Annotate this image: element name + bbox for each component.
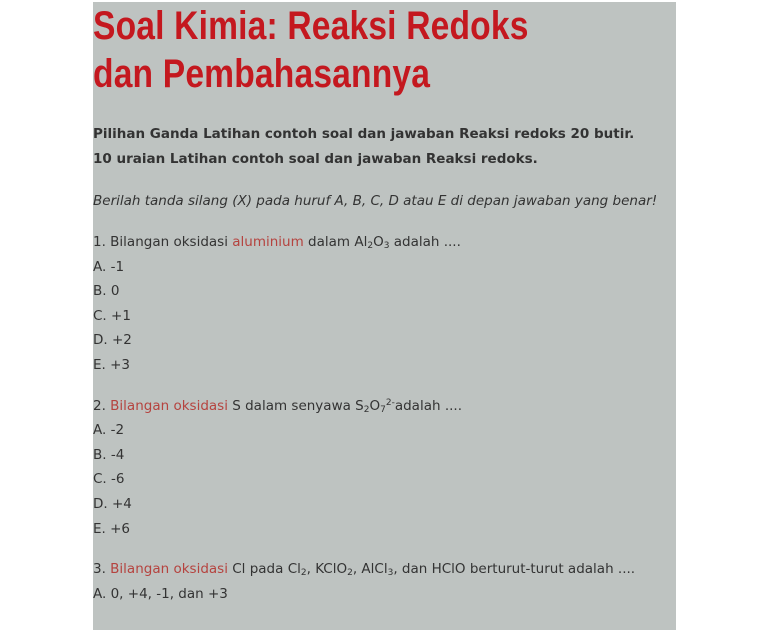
- question-2-text: O: [369, 397, 381, 414]
- question-2-superscript: 2-: [385, 397, 395, 408]
- question-1-option: E. +3: [93, 356, 131, 373]
- article-title: [93, 2, 583, 98]
- question-1-number: 1. Bilangan oksidasi: [93, 234, 233, 250]
- question-2-text: S dalam senyawa S: [227, 397, 364, 414]
- article-intro-line-1: Pilihan Ganda Latihan contoh soal dan jawaban Reaksi redoks 20 butir.: [93, 126, 635, 142]
- instruction-text: Berilah tanda silang (X) pada huruf A, B, C, D atau E di depan jawaban yang benar!: [93, 193, 658, 209]
- question-1-option: B. 0: [93, 283, 120, 300]
- question-1: [93, 230, 676, 378]
- question-3-text: Cl pada Cl: [227, 561, 301, 578]
- question-2-option: B. -4: [93, 446, 125, 463]
- question-3-subscript: 2: [300, 568, 307, 579]
- question-1-subscript: 2: [367, 241, 374, 251]
- question-3-text: , KClO: [306, 561, 348, 578]
- question-3: [93, 557, 676, 606]
- question-2-option: D. +4: [93, 495, 132, 512]
- question-3-option: A. 0, +4, -1, dan +3: [93, 585, 228, 602]
- question-1-text: adalah ....: [389, 234, 461, 250]
- question-2-option: E. +6: [93, 520, 131, 537]
- question-1-option: C. +1: [93, 307, 131, 324]
- question-2-subscript: 2: [363, 404, 370, 415]
- question-1-text: O: [373, 234, 384, 250]
- question-2-link[interactable]: Bilangan oksidasi: [110, 397, 228, 414]
- question-1-option: D. +2: [93, 332, 132, 349]
- question-2-number: 2.: [93, 397, 111, 414]
- question-3-link[interactable]: Bilangan oksidasi: [110, 561, 228, 578]
- question-3-subscript: 3: [387, 568, 394, 579]
- question-3-text: , AlCl: [352, 561, 388, 578]
- question-2-option: C. -6: [93, 471, 125, 488]
- question-2-stem: [93, 394, 676, 419]
- question-1-option: A. -1: [93, 258, 125, 275]
- article-content: [93, 2, 676, 630]
- question-2: [93, 394, 676, 542]
- article-intro: [93, 122, 676, 172]
- question-2-text: adalah ....: [394, 397, 462, 414]
- question-3-text: , dan HClO berturut-turut adalah ....: [393, 561, 636, 578]
- article-intro-line-2: 10 uraian Latihan contoh soal dan jawaban Reaksi redoks.: [93, 151, 538, 167]
- question-1-stem: [93, 230, 676, 255]
- article-title-line-2: dan Pembahasannya: [93, 52, 431, 96]
- question-3-subscript: 2: [347, 568, 353, 579]
- question-1-link[interactable]: aluminium: [232, 234, 304, 250]
- question-3-number: 3.: [93, 561, 111, 578]
- question-1-text: dalam Al: [303, 234, 368, 250]
- question-2-subscript: 7: [380, 404, 386, 415]
- question-3-stem: [93, 557, 676, 582]
- article-title-line-1: Soal Kimia: Reaksi Redoks: [93, 4, 529, 48]
- question-2-option: A. -2: [93, 422, 125, 439]
- question-1-subscript: 3: [383, 241, 390, 251]
